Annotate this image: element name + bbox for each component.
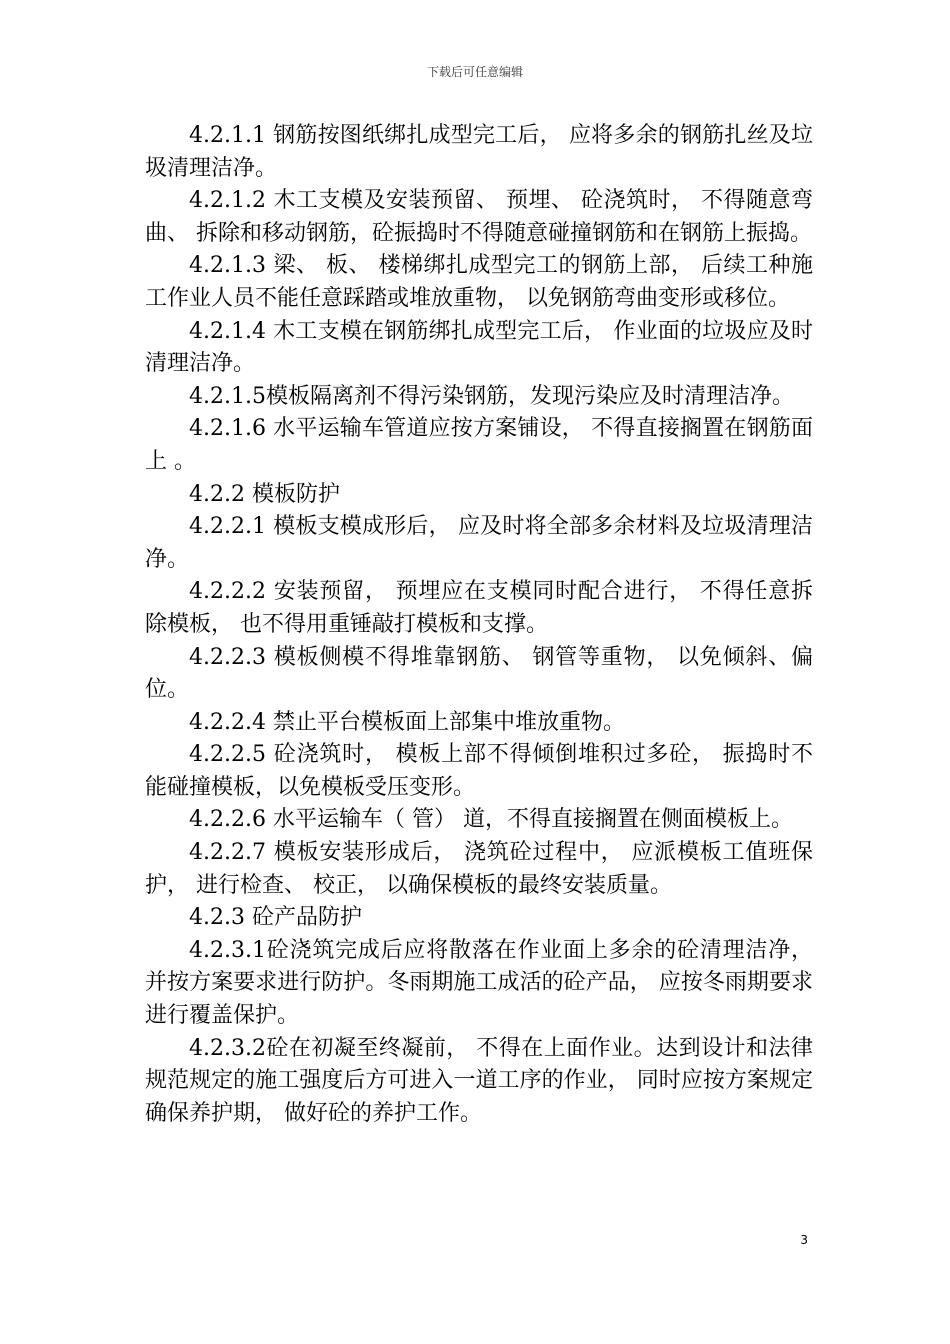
paragraph-4-2-1-2: 4.2.1.2 木工支模及安装预留、 预埋、 砼浇筑时， 不得随意弯曲、 拆除和移动钢筋，砼振捣时不得随意碰撞钢筋和在钢筋上振捣。 xyxy=(145,188,813,246)
section-heading-4-2-3: 4.2.3 砼产品防护 xyxy=(189,905,362,931)
document-body xyxy=(145,120,813,1130)
paragraph-4-2-3-1: 4.2.3.1砼浇筑完成后应将散落在作业面上多余的砼清理洁净， 并按方案要求进行防护。冬雨期施工成活的砼产品， 应按冬雨期要求进行覆盖保护。 xyxy=(145,937,813,1029)
paragraph-4-2-1-1: 4.2.1.1 钢筋按图纸绑扎成型完工后， 应将多余的钢筋扎丝及垃圾清理洁净。 xyxy=(145,123,813,181)
page-number: 3 xyxy=(800,1233,808,1247)
paragraph-4-2-2-4: 4.2.2.4 禁止平台模板面上部集中堆放重物。 xyxy=(189,709,625,735)
paragraph-4-2-2-6: 4.2.2.6 水平运输车（ 管） 道，不得直接搁置在侧面模板上。 xyxy=(189,807,793,833)
paragraph-4-2-2-2: 4.2.2.2 安装预留， 预埋应在支模同时配合进行， 不得任意拆除模板， 也不得用重锤敲打模板和支撑。 xyxy=(145,579,813,637)
paragraph-4-2-3-2: 4.2.3.2砼在初凝至终凝前， 不得在上面作业。达到设计和法律规范规定的施工强度后方可进入一道工序的作业， 同时应按方案规定确保养护期， 做好砼的养护工作。 xyxy=(145,1035,813,1126)
paragraph-4-2-1-3: 4.2.1.3 梁、 板、 楼梯绑扎成型完工的钢筋上部， 后续工种施工作业人员不能任意踩踏或堆放重物， 以免钢筋弯曲变形或移位。 xyxy=(145,253,813,311)
paragraph-4-2-2-5: 4.2.2.5 砼浇筑时， 模板上部不得倾倒堆积过多砼， 振捣时不能碰撞模板，以免模板受压变形。 xyxy=(145,742,813,800)
page-header: 下载后可任意编辑 xyxy=(426,65,523,79)
paragraph-4-2-1-4: 4.2.1.4 木工支模在钢筋绑扎成型完工后， 作业面的垃圾应及时清理洁净。 xyxy=(145,318,813,377)
paragraph-4-2-1-6: 4.2.1.6 水平运输车管道应按方案铺设， 不得直接搁置在钢筋面上 。 xyxy=(145,416,813,474)
paragraph-4-2-2-1: 4.2.2.1 模板支模成形后， 应及时将全部多余材料及垃圾清理洁净。 xyxy=(145,514,813,572)
section-heading-4-2-2: 4.2.2 模板防护 xyxy=(189,481,340,507)
paragraph-4-2-2-3: 4.2.2.3 模板侧模不得堆靠钢筋、 钢管等重物， 以免倾斜、偏位。 xyxy=(145,644,813,703)
paragraph-4-2-2-7: 4.2.2.7 模板安装形成后， 浇筑砼过程中， 应派模板工值班保护， 进行检查、 校正， 以确保模板的最终安装质量。 xyxy=(145,840,813,898)
paragraph-4-2-1-5: 4.2.1.5模板隔离剂不得污染钢筋，发现污染应及时清理洁净。 xyxy=(189,383,794,409)
